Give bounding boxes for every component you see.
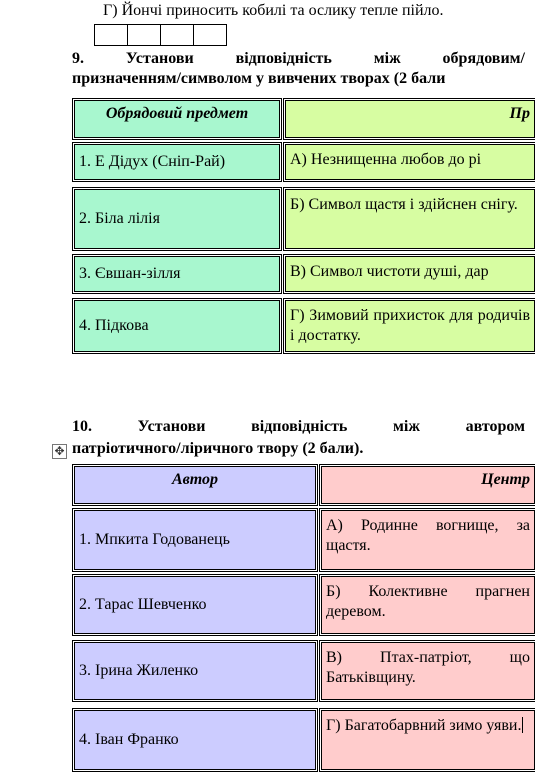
table-move-handle-icon[interactable]: ✥	[52, 444, 67, 459]
question-10-title-line2: патріотичного/ліричного твору (2 бали).	[72, 440, 364, 457]
q9-row4-right: Г) Зимовий прихисток для родичів і достатку.	[285, 300, 535, 352]
q9-row2-left: 2. Біла лілія	[74, 189, 280, 249]
q9-row3-right: В) Символ чистоти душі, дар	[285, 256, 535, 292]
q9-header-left: Обрядовий предмет	[74, 100, 280, 138]
q10-row3-left: 3. Ірина Жиленко	[74, 642, 316, 700]
answer-grid	[94, 24, 227, 46]
question-9-title-line2: призначенням/символом у вивчених творах (2 бали	[72, 70, 446, 87]
q10-row4-left: 4. Іван Франко	[74, 710, 316, 770]
q10-header-right: Центр	[321, 466, 535, 504]
question-9-title	[72, 50, 525, 88]
answer-cell[interactable]	[193, 24, 227, 46]
question-10-title	[72, 418, 525, 458]
q9-row1-left: 1. Е Дідух (Сніп-Рай)	[74, 144, 280, 180]
q10-row1-right: А) Родинне вогнище, за щастя.	[321, 510, 535, 570]
q10-row4-right[interactable]: Г) Багатобарвний зимо уяви.	[321, 710, 535, 770]
q9-row1-right: А) Незнищенна любов до рі	[285, 144, 535, 180]
q10-row1-left: 1. Мпкита Годованець	[74, 510, 316, 570]
q9-row2-right: Б) Символ щастя і здійснен снігу.	[285, 189, 535, 249]
q10-row2-right: Б) Колективне прагнен деревом.	[321, 576, 535, 634]
q10-row3-right: В) Птах-патріот, що Батьківщину.	[321, 642, 535, 700]
previous-option-text: Г) Йончі приносить кобилі та ослику тепле пійло.	[103, 2, 444, 19]
answer-cell[interactable]	[127, 24, 161, 46]
q9-row3-left: 3. Євшан-зілля	[74, 256, 280, 292]
question-10-title-line1: 10. Установи відповідність між автором	[72, 418, 525, 435]
q10-row2-left: 2. Тарас Шевченко	[74, 576, 316, 634]
text-cursor	[522, 717, 523, 733]
q9-header-right: Пр	[285, 100, 535, 138]
answer-cell[interactable]	[160, 24, 194, 46]
question-9-title-line1: 9. Установи відповідність між обрядовим/	[72, 50, 525, 67]
q10-header-left: Автор	[74, 466, 316, 504]
q9-row4-left: 4. Підкова	[74, 300, 280, 352]
answer-cell[interactable]	[94, 24, 128, 46]
